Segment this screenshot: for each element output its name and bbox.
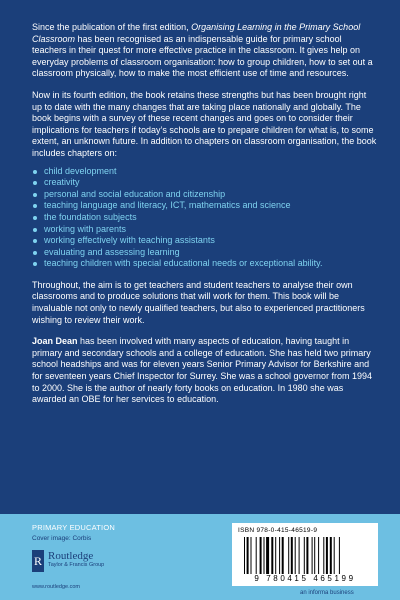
author-bio: has been involved with many aspects of education, having taught in primary and secondary schools and a college of education. She has held two primary school headships and was for eleven years Senior Primary Advisor for Berkshire and for seventeen years Chief Inspector for Surrey. She was a school governor from 1994 to 2000. She is the author of nearly forty books on education. In 1980 she was awarded an OBE for her services to education. (32, 336, 373, 405)
footer-band (0, 514, 400, 600)
barcode-stripe (314, 537, 315, 574)
chapter-item: working with parents (32, 224, 378, 236)
chapter-item: child development (32, 166, 378, 178)
barcode-stripe (326, 537, 328, 574)
barcode-stripe (291, 537, 293, 574)
barcode-panel (232, 523, 378, 586)
barcode-stripe (339, 537, 340, 574)
aim-paragraph: Throughout, the aim is to get teachers and student teachers to analyse their own classrooms and to produce solutions that will work for them. This book will be invaluable not only to newly qualified teachers, but also to experienced practitioners wishing to review their work. (32, 279, 365, 325)
barcode-stripe (244, 537, 245, 574)
barcode-stripe (256, 537, 257, 574)
series-label: PRIMARY EDUCATION (32, 523, 115, 532)
barcode-stripe (247, 537, 249, 574)
barcode-number: 9 780415 465199 (254, 574, 356, 583)
barcode-stripe (271, 537, 273, 574)
svg-text:R: R (33, 554, 43, 568)
back-cover-blurb (32, 22, 378, 416)
chapter-item: teaching language and literacy, ICT, mathematics and science (32, 200, 378, 212)
routledge-logo-icon (32, 550, 44, 572)
isbn-text: ISBN 978-0-415-46519-9 (238, 527, 318, 534)
chapter-item: creativity (32, 177, 378, 189)
barcode-stripe (299, 537, 300, 574)
chapter-item: the foundation subjects (32, 212, 378, 224)
intro-text-continued: has been recognised as an indispensable guide for primary school teachers in their quest for more effective practice in the classroom. It gives help on everyday problems of classroom organisation: how to group children, how to set out a classroom physically, how to make the most efficient use of time and resources. (32, 33, 373, 79)
author-paragraph (32, 336, 378, 406)
edition-paragraph: Now in its fourth edition, the book retains these strengths but has been brought right up to date with the many changes that are taking place nationally and globally. The book begins with a survey of these recent changes and goes on to consider their implications for teachers if today’s schools are to prepare children for what is, to some extent, an unknown future. In addition to chapters on classroom organisation, the book includes chapters on: (32, 89, 377, 158)
publisher-group: Taylor & Francis Group (48, 562, 105, 568)
barcode-stripe (251, 537, 252, 574)
barcode-stripe (323, 537, 324, 574)
book-title: Organising Learning in the Primary School Classroom (32, 22, 361, 44)
barcode-stripe (334, 537, 335, 574)
chapter-item: teaching children with special educational needs or exceptional ability. (32, 258, 378, 270)
chapter-list (32, 166, 378, 270)
barcode-stripe (295, 537, 296, 574)
barcode-stripe (282, 537, 284, 574)
barcode-stripe (266, 537, 269, 574)
informa-tagline: an informa business (300, 590, 354, 596)
barcode-stripe (304, 537, 305, 574)
barcode-stripe (279, 537, 280, 574)
barcode-stripe (275, 537, 276, 574)
intro-text: Since the publication of the first edition, (32, 22, 192, 32)
intro-paragraph (32, 22, 378, 80)
barcode-stripe (306, 537, 308, 574)
barcode-stripe (312, 537, 313, 574)
chapter-item: personal and social education and citizenship (32, 189, 378, 201)
barcode-stripe (264, 537, 265, 574)
barcode-stripe (288, 537, 289, 574)
barcode-stripe (260, 537, 262, 574)
barcode-stripe (330, 537, 332, 574)
barcode-icon (244, 537, 370, 574)
chapter-item: working effectively with teaching assistants (32, 235, 378, 247)
author-name: Joan Dean (32, 336, 78, 347)
publisher-website: www.routledge.com (32, 584, 80, 590)
publisher-logo-block (32, 550, 104, 572)
barcode-stripe (318, 537, 319, 574)
chapter-item: evaluating and assessing learning (32, 247, 378, 259)
publisher-name: Routledge (48, 550, 94, 562)
cover-credit: Cover image: Corbis (32, 535, 92, 542)
